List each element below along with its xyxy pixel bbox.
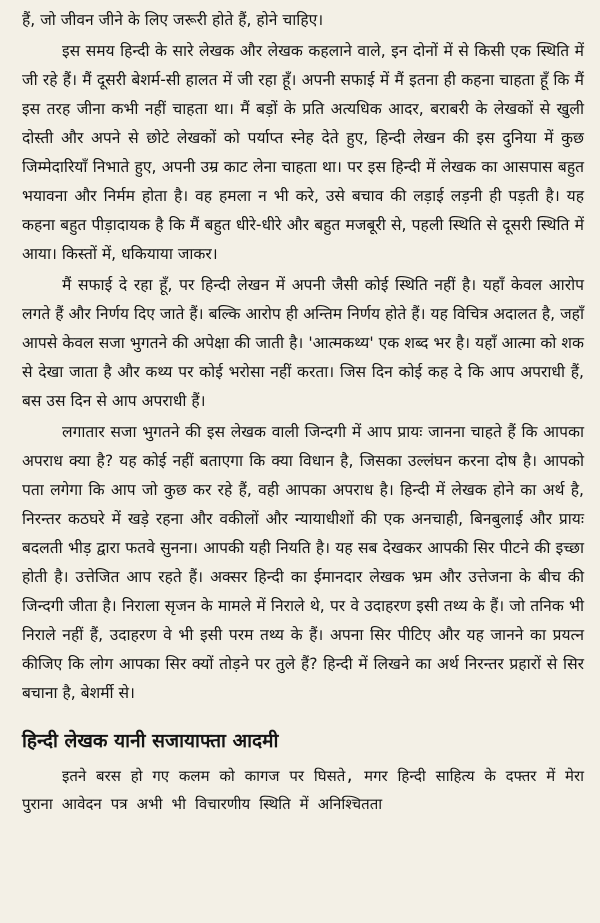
paragraph-1: इस समय हिन्दी के सारे लेखक और लेखक कहलाने वाले, इन दोनों में से किसी एक स्थिति में जी रहे हैं। मैं दूसरी बेशर्म-सी हालत में जी रहा हूँ। अपनी सफाई में मैं इतना ही कहना चाहता हूँ कि मैं इस तरह जीना कभी नहीं चाहता था। मैं बड़ों के प्रति अत्यधिक आदर, बराबरी के लेखकों से खुली दोस्ती और अपने से छोटे लेखकों को पर्याप्त स्नेह देते हुए, हिन्दी लेखन की इस दुनिया में कुछ जिम्मेदारियाँ निभाते हुए, अपनी उम्र काट लेना चाहता था। पर इस हिन्दी में लेखक का आसपास बहुत भयावना और निर्मम होता है। वह हमला न भी करे, उसे बचाव की लड़ाई लड़नी ही पड़ती है। यह कहना बहुत पीड़ादायक है कि मैं बहुत धीरे-धीरे और बहुत मजबूरी से, पहली स्थिति से दूसरी स्थिति में आया। किस्तों में, धकियाया जाकर। [22, 42, 584, 263]
paragraph-continuation: हैं, जो जीवन जीने के लिए जरूरी होते हैं, होने चाहिए। [22, 11, 324, 29]
paragraph-3: लगातार सजा भुगतने की इस लेखक वाली जिन्दगी में आप प्रायः जानना चाहते हैं कि आपका अपराध क्या है? यह कोई नहीं बताएगा कि क्या विधान है, जिसका उल्लंघन करना दोष है। आपको पता लगेगा कि आप जो कुछ कर रहे हैं, वही आपका अपराध है। हिन्दी में लेखक होने का अर्थ है, निरन्तर कठघरे में खड़े रहना और वकीलों और न्यायाधीशों की एक अनचाही, बिनबुलाई और प्रायः बदलती भीड़ द्वारा फतवे सुनना। आपकी यही नियति है। यह सब देखकर आपकी सिर पीटने की इच्छा होती है। उत्तेजित आप रहते हैं। अक्सर हिन्दी का ईमानदार लेखक भ्रम और उत्तेजना के बीच की जिन्दगी जीता है। निराला सृजन के मामले में निराले थे, पर वे उदाहरण इसी तथ्य के हैं। जो तनिक भी निराले नहीं हैं, उदाहरण वे भी इसी परम तथ्य के हैं। अपना सिर पीटिए और यह जानने का प्रयत्न कीजिए कि लोग आपका सिर क्यों तोड़ने पर तुले हैं? हिन्दी में लिखने का अर्थ निरन्तर प्रहारों से सिर बचाना है, बेशर्मी से। [22, 423, 584, 702]
paragraph-2: मैं सफाई दे रहा हूँ, पर हिन्दी लेखन में अपनी जैसी कोई स्थिति नहीं है। यहाँ केवल आरोप लगते हैं और निर्णय दिए जाते हैं। बल्कि आरोप ही अन्तिम निर्णय होते हैं। यह विचित्र अदालत है, जहाँ आपसे केवल सजा भुगतने की अपेक्षा की जाती है। 'आत्मकथ्य' एक शब्द भर है। यहाँ आत्मा को शक से देखा जाता है और कथ्य पर कोई भरोसा नहीं करता। जिस दिन कोई कह दे कि आप अपराधी हैं, बस उस दिन से आप अपराधी हैं। [22, 276, 584, 410]
paragraph-4: इतने बरस हो गए कलम को कागज पर घिसते, मगर हिन्दी साहित्य के दफ्तर में मेरा पुराना आवेदन पत्र अभी भी विचारणीय स्थिति में अनिश्चितता [22, 767, 584, 813]
section-heading: हिन्दी लेखक यानी सजायाफ्ता आदमी [22, 730, 279, 752]
